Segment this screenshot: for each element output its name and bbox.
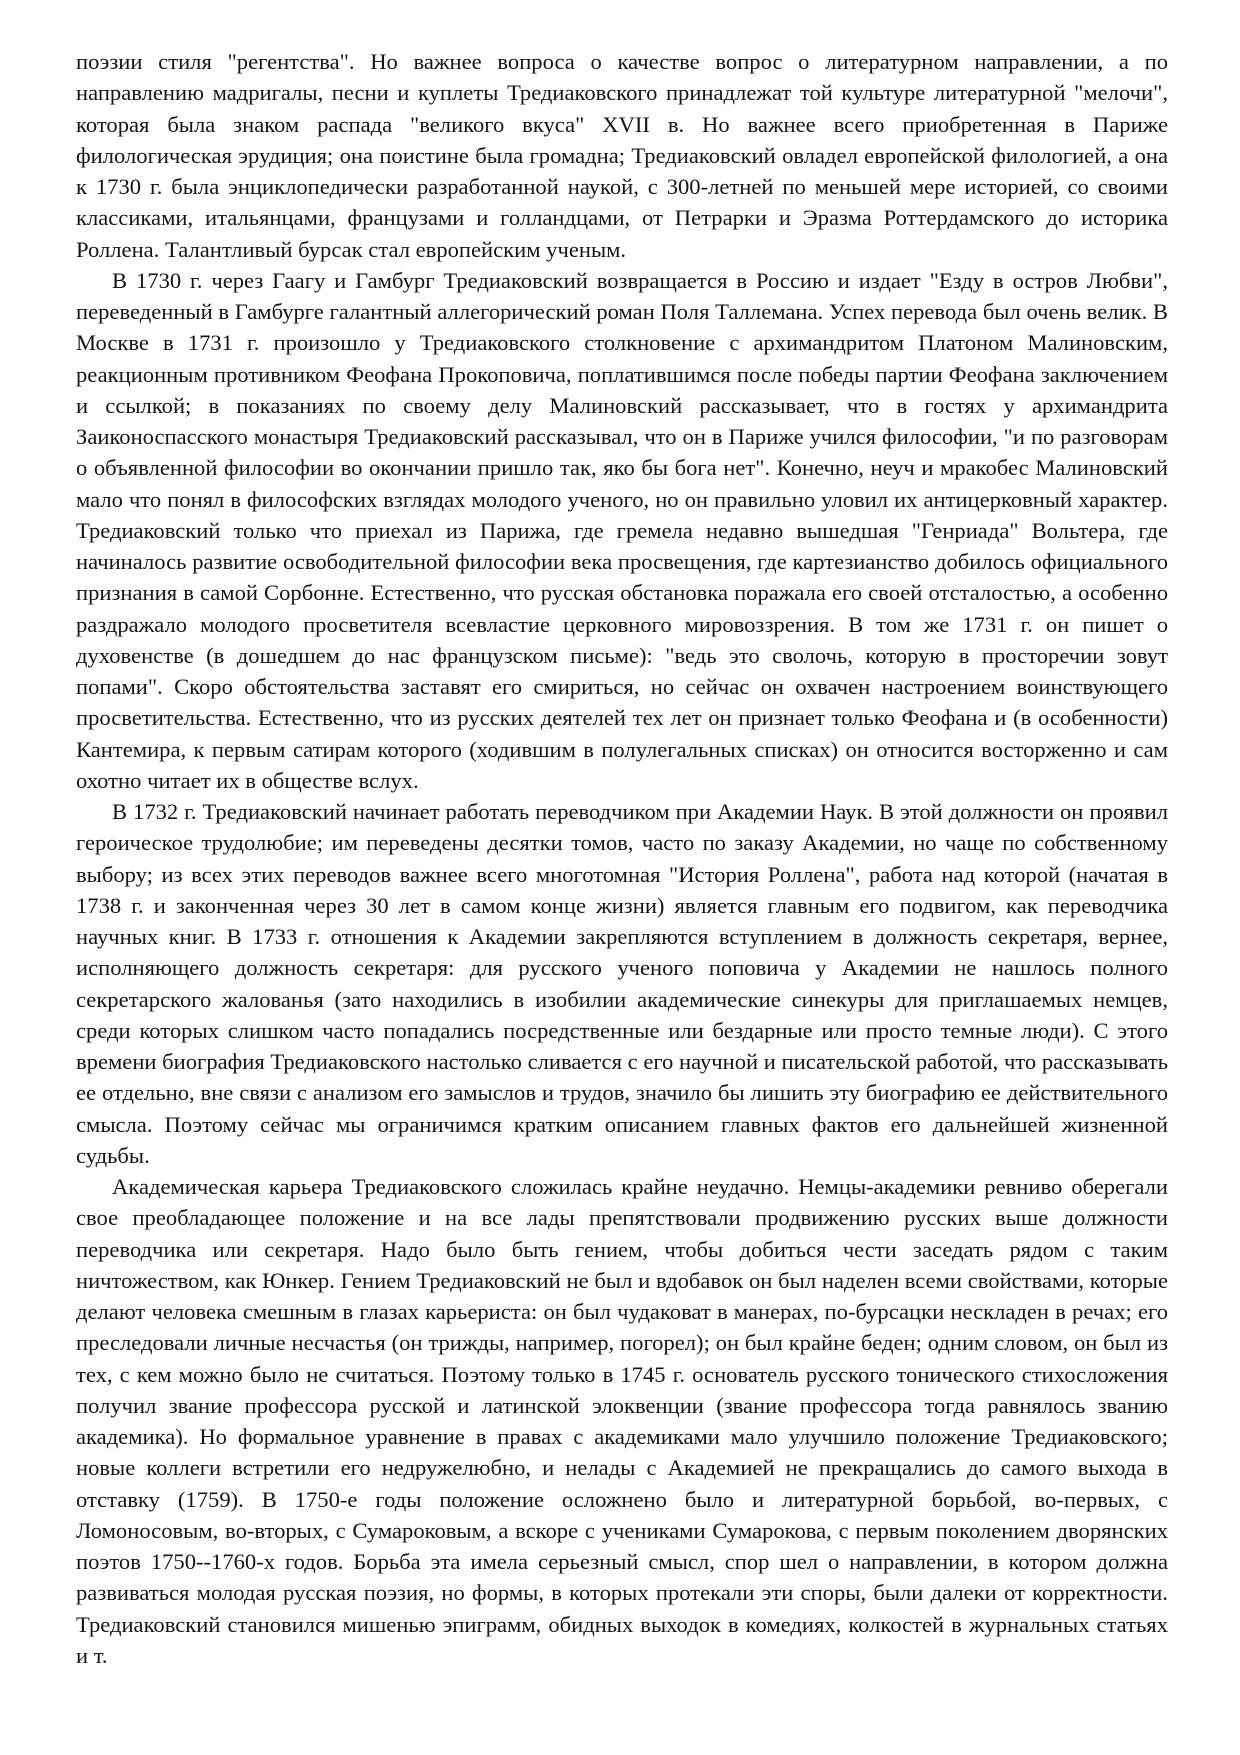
paragraph-return-1730: В 1730 г. через Гаагу и Гамбург Тредиаковский возвращается в Россию и издает "Езду в остров Любви", переведенный в Гамбурге галантный аллегорический роман Поля Таллемана. Успех перевода был очень велик. В Москве в 1731 г. произошло у Тредиаковского столкновение с архимандритом Платоном Малиновским, реакционным противником Феофана Прокоповича, поплатившимся после победы партии Феофана заключением и ссылкой; в показаниях по своему делу Малиновский рассказывает, что в гостях у архимандрита Заиконоспасского монастыря Тредиаковский рассказывал, что он в Париже учился философии, "и по разговорам о объявленной философии во окончании пришло так, яко бы бога нет". Конечно, неуч и мракобес Малиновский мало что понял в философских взглядах молодого ученого, но он правильно уловил их антицерковный характер. Тредиаковский только что приехал из Парижа, где гремела недавно вышедшая "Генриада" Вольтера, где начиналось развитие освободительной философии века просвещения, где картезианство добилось официального признания в самой Сорбонне. Естественно, что русская обстановка поражала его своей отсталостью, а особенно раздражало молодого просветителя всевластие церковного мировоззрения. В том же 1731 г. он пишет о духовенстве (в дошедшем до нас французском письме): "ведь это сволочь, которую в просторечии зовут попами". Скоро обстоятельства заставят его смириться, но сейчас он охвачен настроением воинствующего просветительства. Естественно, что из русских деятелей тех лет он признает только Феофана и (в особенности) Кантемира, к первым сатирам которого (ходившим в полулегальных списках) он относится восторженно и сам охотно читает их в обществе вслух. (76, 267, 1168, 793)
paragraph-continuation: поэзии стиля "регентства". Но важнее вопроса о качестве вопрос о литературном направлении, а по направлению мадригалы, песни и куплеты Тредиаковского принадлежат той культуре литературной "мелочи", которая была знаком распада "великого вкуса" XVII в. Но важнее всего приобретенная в Париже филологическая эрудиция; она поистине была громадна; Тредиаковский овладел европейской филологией, а она к 1730 г. была энциклопедически разработанной наукой, с 300-летней по меньшей мере историей, со своими классиками, итальянцами, французами и голландцами, от Петрарки и Эразма Роттердамского до историка Роллена. Талантливый бурсак стал европейским ученым. (76, 49, 1168, 262)
paragraph-academy-1732: В 1732 г. Тредиаковский начинает работать переводчиком при Академии Наук. В этой должности он проявил героическое трудолюбие; им переведены десятки томов, часто по заказу Академии, но чаще по собственному выбору; из всех этих переводов важнее всего многотомная "История Роллена", работа над которой (начатая в 1738 г. и законченная через 30 лет в самом конце жизни) является главным его подвигом, как переводчика научных книг. В 1733 г. отношения к Академии закрепляются вступлением в должность секретаря, вернее, исполняющего должность секретаря: для русского ученого поповича у Академии не нашлось полного секретарского жалованья (зато находились в изобилии академические синекуры для приглашаемых немцев, среди которых слишком часто попадались посредственные или бездарные или просто темные люди). С этого времени биография Тредиаковского настолько сливается с его научной и писательской работой, что рассказывать ее отдельно, вне связи с анализом его замыслов и трудов, значило бы лишить эту биографию ее действительного смысла. Поэтому сейчас мы ограничимся кратким описанием главных фактов его дальнейшей жизненной судьбы. (76, 799, 1168, 1168)
paragraph-academic-career: Академическая карьера Тредиаковского сложилась крайне неудачно. Немцы-академики ревниво оберегали свое преобладающее положение и на все лады препятствовали продвижению русских выше должности переводчика или секретаря. Надо было быть гением, чтобы добиться чести заседать рядом с таким ничтожеством, как Юнкер. Гением Тредиаковский не был и вдобавок он был наделен всеми свойствами, которые делают человека смешным в глазах карьериста: он был чудаковат в манерах, по-бурсацки нескладен в речах; его преследовали личные несчастья (он трижды, например, погорел); он был крайне беден; одним словом, он был из тех, с кем можно было не считаться. Поэтому только в 1745 г. основатель русского тонического стихосложения получил звание профессора русской и латинской элоквенции (звание профессора тогда равнялось званию академика). Но формальное уравнение в правах с академиками мало улучшило положение Тредиаковского; новые коллеги встретили его недружелюбно, и нелады с Академией не прекращались до самого выхода в отставку (1759). В 1750-е годы положение осложнено было и литературной борьбой, во-первых, с Ломоносовым, во-вторых, с Сумароковым, а вскоре с учениками Сумарокова, с первым поколением дворянских поэтов 1750--1760-х годов. Борьба эта имела серьезный смысл, спор шел о направлении, в котором должна развиваться молодая русская поэзия, но формы, в которых протекали эти споры, были далеки от корректности. Тредиаковский становился мишенью эпиграмм, обидных выходок в комедиях, колкостей в журнальных статьях и т. (76, 1174, 1168, 1668)
document-page (76, 46, 1168, 1671)
